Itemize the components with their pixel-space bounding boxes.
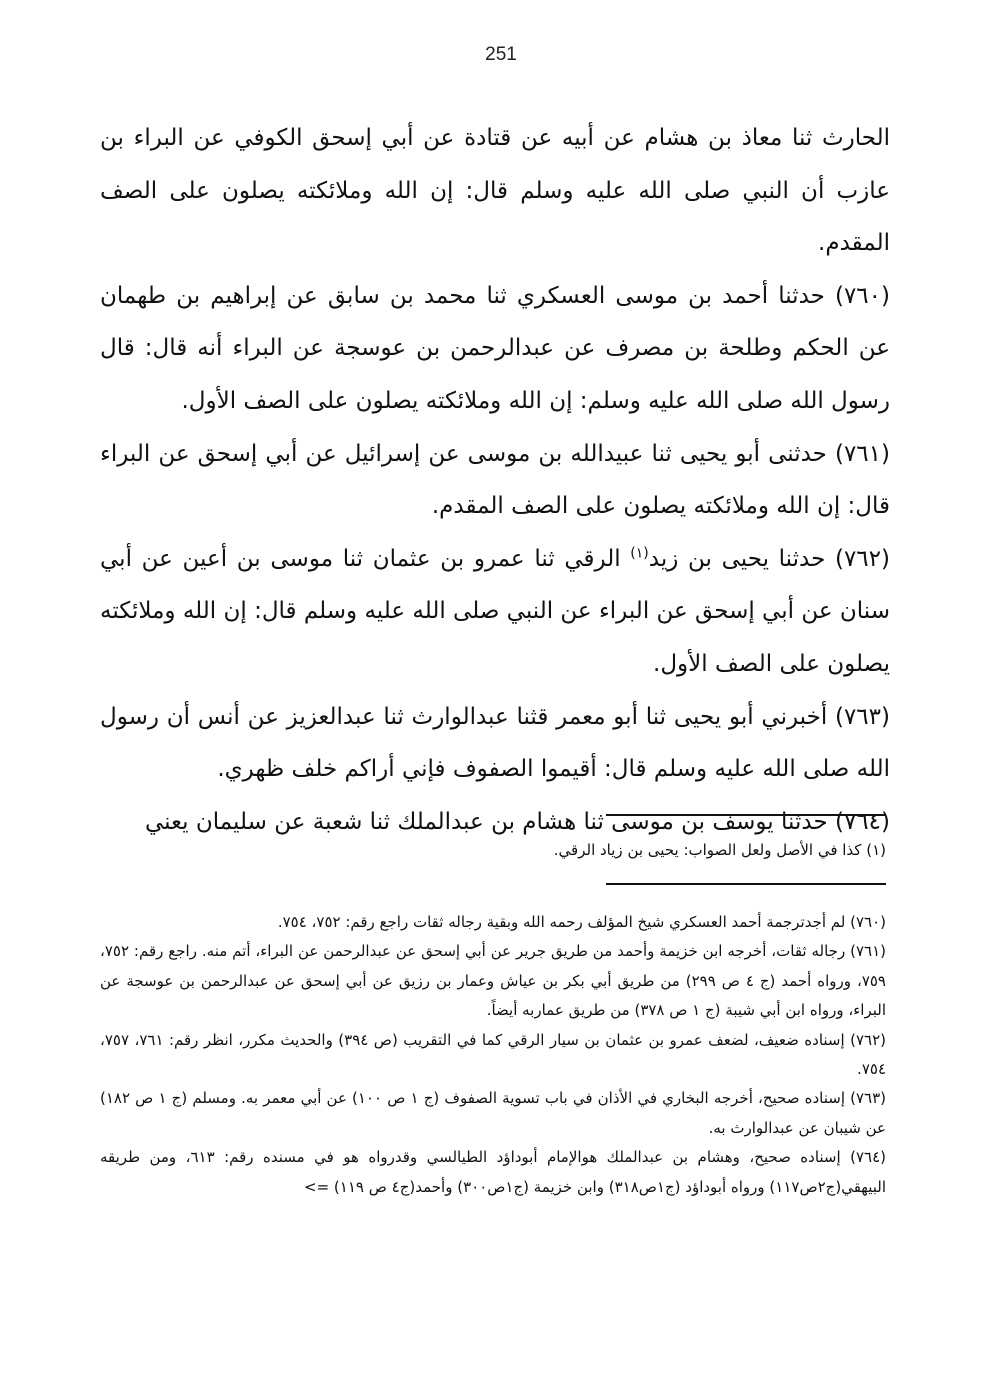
hadith-paragraph-763: (٧٦٣) أخبرني أبو يحيى ثنا أبو معمر قثنا عبدالوارث ثنا عبدالعزيز عن أنس أن رسول الله صلى الله عليه وسلم قال: أقيموا الصفوف فإني أراكم خلف ظهري. — [100, 703, 890, 783]
hadith-paragraph-764: (٧٦٤) حدثنا يوسف بن موسى ثنا هشام بن عبدالملك ثنا شعبة عن سليمان يعني — [144, 808, 890, 835]
note-762: (٧٦٢) إسناده ضعيف، لضعف عمرو بن عثمان بن سيار الرقي كما في التقريب (ص ٣٩٤) والحديث مكرر، انظر رقم: ٧٦١، ٧٥٧، ٧٥٤. — [100, 1030, 887, 1079]
hadith-paragraph-761: (٧٦١) حدثنى أبو يحيى ثنا عبيدالله بن موسى عن إسرائيل عن أبي إسحق عن البراء قال: إن الله وملائكته يصلون على الصف المقدم. — [100, 440, 890, 520]
notes-divider — [606, 883, 886, 885]
hadith-paragraph-762 — [100, 533, 890, 691]
note-764: (٧٦٤) إسناده صحيح، وهشام بن عبدالملك هوالإمام أبوداؤد الطيالسي وقدرواه هو في مسنده رقم: ٦١٣، ومن طريقه البيهقي(ج٢ص١١٧) ورواه أبوداؤد (ج١ص٣١٨) وابن خزيمة (ج١ص٣٠٠) وأحمد(ج٤ ص ١١٩) => — [100, 1148, 887, 1196]
paragraph-762-start: (٧٦٢) حدثنا يحيى بن زيد — [648, 545, 890, 572]
note-761: (٧٦١) رجاله ثقات، أخرجه ابن خزيمة وأحمد من طريق جرير عن أبي إسحق عن عبدالرحمن عن البراء، أتم منه. راجع رقم: ٧٥٢، ٧٥٩، ورواه أحمد (ج ٤ ص ٢٩٩) من طريق أبي بكر بن عياش وعمار بن رزيق عن أبي إسحق عن عبدالرحمن بن عوسجة عن البراء، ورواه ابن أبي شيبة (ج ١ ص ٣٧٨) من طريق عماربه أيضاً. — [100, 942, 886, 1020]
hadith-paragraph-760: (٧٦٠) حدثنا أحمد بن موسى العسكري ثنا محمد بن سابق عن إبراهيم بن طهمان عن الحكم وطلحة بن مصرف عن عبدالرحمن بن عوسجة عن البراء أنه قال: قال رسول الله صلى الله عليه وسلم: إن الله وملائكته يصلون على الصف الأول. — [100, 282, 890, 414]
main-text — [100, 112, 890, 848]
footnote-divider — [606, 814, 886, 816]
footnote-marker: (١) — [630, 545, 649, 562]
footnote-1: (١) كذا في الأصل ولعل الصواب: يحيى بن زياد الرقي. — [553, 841, 886, 859]
note-760: (٧٦٠) لم أجدترجمة أحمد العسكري شيخ المؤلف رحمه الله وبقية رجاله ثقات راجع رقم: ٧٥٢، ٧٥٤. — [277, 913, 886, 931]
commentary-notes — [100, 908, 886, 1202]
paragraph-762-rest: الرقي ثنا عمرو بن عثمان ثنا موسى بن أعين عن أبي سنان عن أبي إسحق عن البراء عن النبي صلى الله عليه وسلم قال: إن الله وملائكته يصلون على الصف الأول. — [100, 545, 890, 677]
page-number: 251 — [485, 44, 517, 65]
note-763: (٧٦٣) إسناده صحيح، أخرجه البخاري في الأذان في باب تسوية الصفوف (ج ١ ص ١٠٠) عن أبي معمر به. ومسلم (ج ١ ص ١٨٢) عن شيبان عن عبدالوارث به. — [100, 1089, 887, 1137]
hadith-paragraph-continued: الحارث ثنا معاذ بن هشام عن أبيه عن قتادة عن أبي إسحق الكوفي عن البراء بن عازب أن النبي صلى الله عليه وسلم قال: إن الله وملائكته يصلون على الصف المقدم. — [100, 125, 890, 257]
